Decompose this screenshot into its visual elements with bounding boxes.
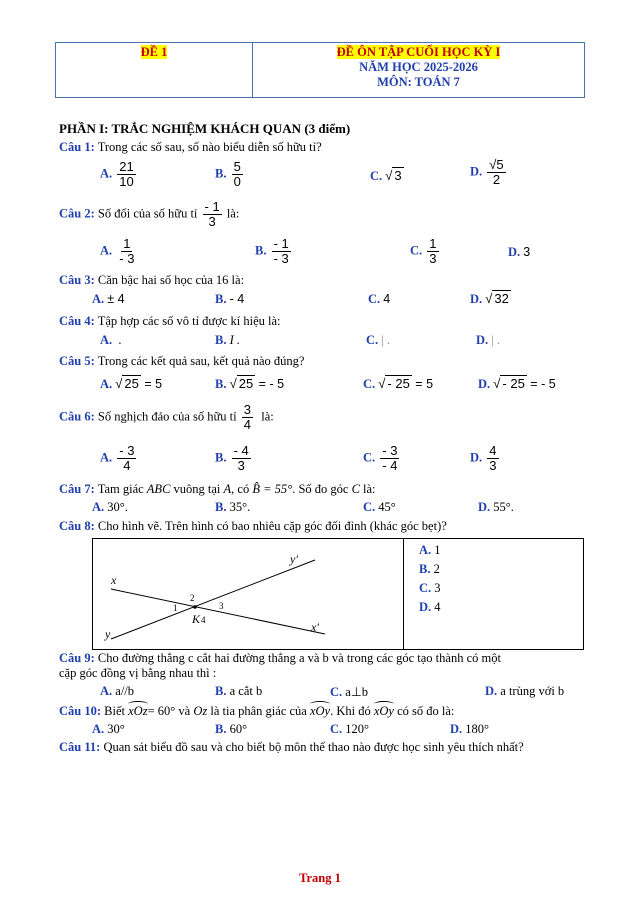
question-6: Câu 6: Số nghịch đảo của số hữu tỉ $\frac{3}{4}$ là:: [59, 402, 274, 432]
q1-label: Câu 1:: [59, 140, 95, 154]
q6-option-a[interactable]: A. $\frac{- 3}{4}$: [100, 443, 135, 473]
q10-option-b[interactable]: B. 60°: [215, 722, 248, 736]
exam-code: ĐỀ 1: [140, 45, 168, 59]
fig-label-y: y: [105, 627, 111, 641]
q8-option-a[interactable]: A. 1: [419, 543, 441, 557]
q10-option-a[interactable]: A. 30°: [92, 722, 125, 736]
fig-label-2: 2: [190, 593, 195, 603]
page-number: Trang 1: [299, 871, 341, 885]
q4-option-b[interactable]: B. I .: [215, 333, 241, 347]
q4-option-a[interactable]: A. .: [100, 333, 122, 347]
question-5: Câu 5: Trong các kết quả sau, kết quả nào đúng?: [59, 354, 305, 368]
question-9: Câu 9: Cho đường thẳng c cắt hai đường thẳng a và b và trong các góc tạo thành có một cặp góc đồng vị bằng nhau thì :: [59, 651, 501, 680]
exam-title: ĐỀ ÔN TẬP CUỐI HỌC KỲ I: [336, 45, 501, 59]
question-10: Câu 10: Biết xOz= 60° và Oz là tia phân giác của xOy. Khi đó xOy có số đo là:: [59, 704, 455, 718]
fig-label-3: 3: [219, 601, 224, 611]
q9-option-c[interactable]: C. a⊥b: [330, 685, 368, 699]
q2-option-c[interactable]: C. $\frac{1}{3}$: [410, 236, 437, 266]
q6-option-d[interactable]: D. $\frac{4}{3}$: [470, 443, 497, 473]
q8-option-d[interactable]: D. 4: [419, 600, 441, 614]
q1-option-a[interactable]: A. $\frac{21}{10}$: [100, 159, 134, 189]
fig-label-y-prime: y′: [290, 552, 298, 566]
q10-option-d[interactable]: D. 180°: [450, 722, 490, 736]
q7-option-b[interactable]: B. 35°.: [215, 500, 251, 514]
question-3: Câu 3: Căn bậc hai số học của 16 là:: [59, 273, 245, 287]
q4-option-c[interactable]: C. | .: [366, 333, 391, 347]
question-1: [59, 140, 322, 155]
q5-option-d[interactable]: D. √ - 25 = - 5: [478, 376, 556, 391]
question-8: Câu 8: Cho hình vẽ. Trên hình có bao nhiêu cặp góc đối đỉnh (khác góc bẹt)?: [59, 519, 447, 533]
q3-option-b[interactable]: B. - 4: [215, 292, 245, 306]
fig-label-k: K: [192, 612, 201, 626]
q6-option-b[interactable]: B. $\frac{- 4}{3}$: [215, 443, 249, 473]
section-title: PHẦN I: TRẮC NGHIỆM KHÁCH QUAN (3 điểm): [59, 121, 351, 136]
q3-option-d[interactable]: D. √ 32: [470, 291, 509, 306]
fig-label-x-prime: x′: [311, 620, 319, 634]
q5-option-a[interactable]: A. √ 25 = 5: [100, 376, 163, 391]
vertical-angles-figure: [93, 539, 403, 649]
q5-option-c[interactable]: C. √ - 25 = 5: [363, 376, 434, 391]
q9-option-b[interactable]: B. a cắt b: [215, 684, 263, 698]
header-table: [55, 42, 585, 98]
header-right-cell: [253, 43, 584, 97]
q8-option-b[interactable]: B. 2: [419, 562, 440, 576]
fig-label-4: 4: [201, 615, 206, 625]
q8-figure-cell: [93, 539, 404, 649]
q3-option-c[interactable]: C. 4: [368, 292, 391, 306]
q2-option-a[interactable]: A. $\frac{1}{- 3}$: [100, 236, 135, 266]
q1-option-b[interactable]: B. $\frac{5}{0}$: [215, 159, 241, 189]
question-7: Câu 7: Tam giác ABC vuông tại A, có B̂ = 55°. Số đo góc C là:: [59, 482, 376, 496]
q7-option-a[interactable]: A. 30°.: [92, 500, 128, 514]
header-left-cell: [56, 43, 253, 97]
q1-option-c[interactable]: C. √ 3: [370, 168, 402, 183]
q4-option-d[interactable]: D. | .: [476, 333, 501, 347]
q9-option-d[interactable]: D. a trùng với b: [485, 684, 565, 698]
q8-option-c[interactable]: C. 3: [419, 581, 441, 595]
q2-option-b[interactable]: B. $\frac{- 1}{- 3}$: [255, 236, 289, 266]
subject: MÔN: TOÁN 7: [377, 75, 460, 89]
q1-option-d[interactable]: D. $\frac{√5}{2}$: [470, 157, 504, 187]
question-4: Câu 4: Tập hợp các số vô tỉ được kí hiệu là:: [59, 314, 281, 328]
q7-option-d[interactable]: D. 55°.: [478, 500, 514, 514]
q2-option-d[interactable]: D. 3: [508, 245, 531, 259]
q5-option-b[interactable]: B. √ 25 = - 5: [215, 376, 285, 391]
fig-label-1: 1: [173, 603, 178, 613]
q7-option-c[interactable]: C. 45°: [363, 500, 396, 514]
q1-text: Trong các số sau, số nào biểu diễn số hữu tỉ?: [97, 140, 322, 154]
q3-option-a[interactable]: A. ± 4: [92, 292, 125, 306]
q10-option-c[interactable]: C. 120°: [330, 722, 370, 736]
question-11: Câu 11: Quan sát biểu đồ sau và cho biết bộ môn thể thao nào được học sinh yêu thích nhất?: [59, 740, 524, 754]
fig-label-x: x: [111, 573, 117, 587]
q8-options-cell: [419, 541, 441, 617]
q9-option-a[interactable]: A. a//b: [100, 684, 135, 698]
school-year: NĂM HỌC 2025-2026: [359, 60, 478, 74]
q6-option-c[interactable]: C. $\frac{- 3}{- 4}$: [363, 443, 398, 473]
q8-figure-table: [92, 538, 584, 650]
question-2: Câu 2: Số đối của số hữu tỉ $\frac{- 1}{3}$ là:: [59, 199, 240, 229]
